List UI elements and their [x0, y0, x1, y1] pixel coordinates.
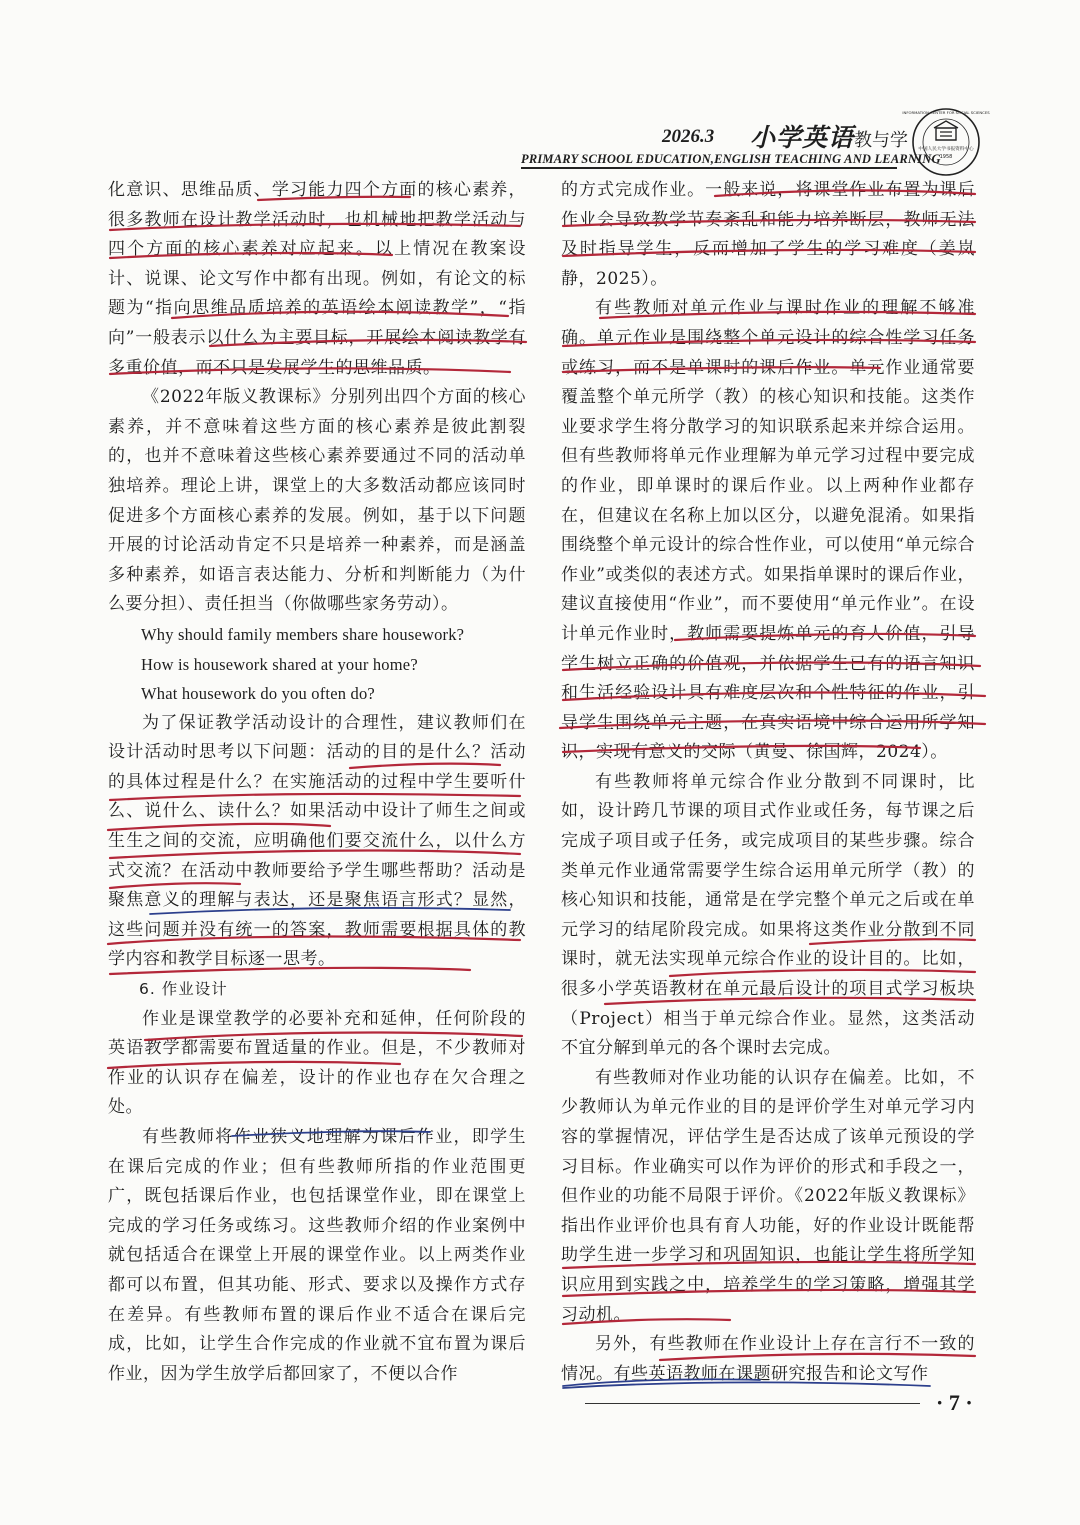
right-column [561, 176, 975, 1389]
left-column [108, 176, 526, 1389]
logo-ring-text: INFORMATION CENTER FOR SOCIAL SCIENCES [902, 110, 990, 115]
journal-subtitle: PRIMARY SCHOOL EDUCATION,ENGLISH TEACHING AND LEARNING [521, 152, 941, 166]
example-question: Why should family members share housework? [141, 624, 465, 644]
example-question: What housework do you often do? [141, 684, 375, 704]
footer-rule [585, 1403, 920, 1404]
logo-text: 中国人民大学书报资料中心 [918, 147, 974, 152]
paragraph: 《2022年版义教课标》分别列出四个方面的核心素养，并不意味着这些方面的核心素养是彼此割裂的，也并不意味着这些核心素养要通过不同的活动单独培养。理论上讲，课堂上的大多数活动都应该同时促进多个方面核心素养的发展。例如，基于以下问题开展的讨论活动肯定不只是培养一种素养，而是涵盖多种素养，如语言表达能力、分析和判断能力（为什么要分担）、责任担当（你做哪些家务劳动）。 [108, 387, 526, 615]
publisher-seal-icon [902, 106, 990, 178]
logo-year: 1958 [939, 154, 953, 160]
section-heading: 6. 作业设计 [139, 980, 228, 999]
paragraph: 有些教师将作业狭义地理解为课后作业，即学生在课后完成的作业；但有些教师所指的作业范围更广，既包括课后作业，也包括课堂作业，即在课堂上完成的学习任务或练习。这些教师介绍的作业案例中就包括适合在课堂上开展的课堂作业。以上两类作业都可以布置，但其功能、形式、要求以及操作方式存在差异。有些教师布置的课后作业不适合在课后完成，比如，让学生合作完成的作业就不宜布置为课后作业，因为学生放学后都回家了，不便以合作 [108, 1127, 526, 1384]
paragraph: 化意识、思维品质、学习能力四个方面的核心素养，很多教师在设计教学活动时，也机械地把教学活动与四个方面的核心素养对应起来。以上情况在教案设计、说课、论文写作中都有出现。例如，有论文的标题为“指向思维品质培养的英语绘本阅读教学”，“指向”一般表示以什么为主要目标，开展绘本阅读教学有多重价值，而不只是发展学生的思维品质。 [108, 180, 526, 378]
example-question: How is housework shared at your home? [141, 654, 418, 674]
paragraph: 有些教师将单元综合作业分散到不同课时，比如，设计跨几节课的项目式作业或任务，每节课之后完成子项目或子任务，或完成项目的某些步骤。综合类单元作业通常需要学生综合运用单元所学（教）的核心知识和技能，通常是在学完整个单元之后或在单元学习的结尾阶段完成。如果将这类作业分散到不同课时，就无法实现单元综合作业的设计目的。比如，很多小学英语教材在单元最后设计的项目式学习板块（Project）相当于单元综合作业。显然，这类活动不宜分解到单元的各个课时去完成。 [561, 771, 975, 1059]
page-header [0, 0, 1080, 170]
paragraph: 另外，有些教师在作业设计上存在言行不一致的情况。有些英语教师在课题研究报告和论文写作 [561, 1334, 975, 1384]
paragraph: 有些教师对作业功能的认识存在偏差。比如，不少教师认为单元作业的目的是评价学生对单元学习内容的掌握情况，评估学生是否达成了该单元预设的学习目标。作业确实可以作为评价的形式和手段之一，但作业的功能不局限于评价。《2022年版义教课标》指出作业评价也具有育人功能，好的作业设计既能帮助学生进一步学习和巩固知识，也能让学生将所学知识应用到实践之中，培养学生的学习策略，增强其学习动机。 [561, 1067, 975, 1325]
paragraph: 作业是课堂教学的必要补充和延伸，任何阶段的英语教学都需要布置适量的作业。但是，不少教师对作业的认识存在偏差，设计的作业也存在欠合理之处。 [108, 1008, 526, 1118]
header-rule [521, 167, 897, 169]
paragraph: 为了保证教学活动设计的合理性，建议教师们在设计活动时思考以下问题：活动的目的是什么？活动的具体过程是什么？在实施活动的过程中学生要听什么、说什么、读什么？如果活动中设计了师生之间或生生之间的交流，应明确他们要交流什么，以什么方式交流？在活动中教师要给予学生哪些帮助？活动是聚焦意义的理解与表达，还是聚焦语言形式？显然，这些问题并没有统一的答案，教师需要根据具体的教学内容和教学目标逐一思考。 [108, 712, 526, 970]
paragraph: 有些教师对单元作业与课时作业的理解不够准确。单元作业是围绕整个单元设计的综合性学习任务或练习，而不是单课时的课后作业。单元作业通常要覆盖整个单元所学（教）的核心知识和技能。这类作业要求学生将分散学习的知识联系起来并综合运用。但有些教师将单元作业理解为单元学习过程中要完成的作业，即单课时的课后作业。以上两种作业都存在，但建议在名称上加以区分，以避免混淆。如果指围绕整个单元设计的综合性作业，可以使用“单元综合作业”或类似的表述方式。如果指单课时的课后作业，建议直接使用“作业”，而不要使用“单元作业”。在设计单元作业时，教师需要提炼单元的育人价值，引导学生树立正确的价值观，并依据学生已有的语言知识和生活经验设计具有难度层次和个性特征的作业，引导学生围绕单元主题，在真实语境中综合运用所学知识，实现有意义的交际（黄曼、徐国辉，2024）。 [561, 298, 975, 763]
page-number: · 7 · [936, 1390, 973, 1415]
issue-number: 2026.3 [662, 126, 715, 147]
journal-title-suffix: 教与学 [854, 130, 909, 151]
journal-title [750, 118, 908, 154]
journal-title-main: 小学英语 [750, 123, 855, 152]
paragraph: 的方式完成作业。一般来说，将课堂作业布置为课后作业会导致教学节奏紊乱和能力培养断层，教师无法及时指导学生，反而增加了学生的学习难度（姜岚静，2025）。 [561, 180, 975, 289]
